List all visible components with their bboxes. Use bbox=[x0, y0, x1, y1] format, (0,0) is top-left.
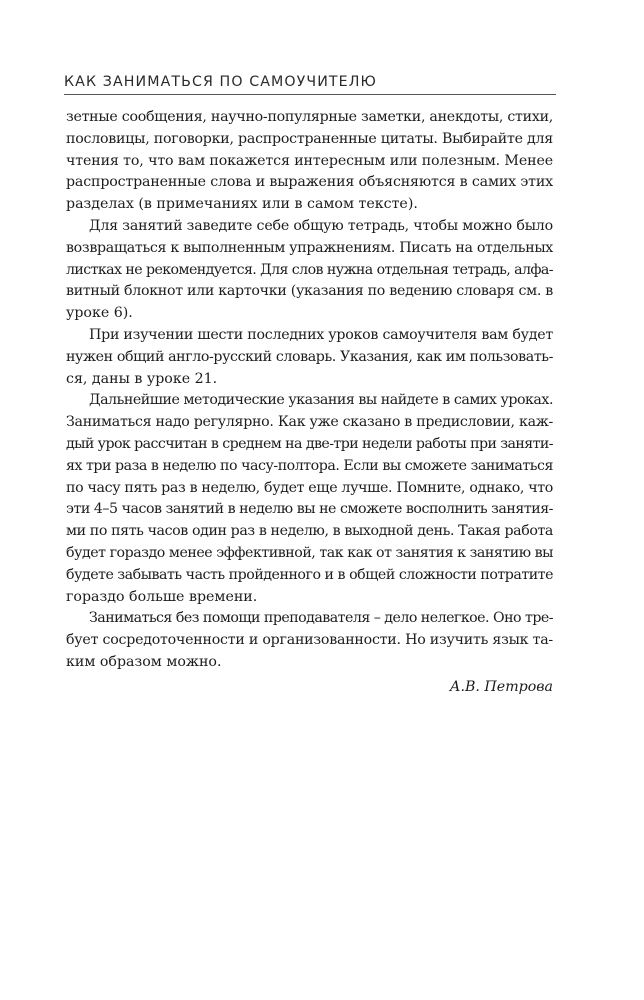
text-line: бует сосредоточенности и организованности. Но изучить язык та- bbox=[66, 632, 553, 649]
text-line: ким образом можно. bbox=[66, 653, 222, 670]
text-line: нужен общий англо-русский словарь. Указания, как им пользовать- bbox=[66, 348, 553, 365]
text-line: ся, даны в уроке 21. bbox=[66, 370, 218, 387]
running-head-title: КАК ЗАНИМАТЬСЯ ПО САМОУЧИТЕЛЮ bbox=[64, 74, 377, 90]
paragraph-1 bbox=[66, 107, 553, 216]
text-line: возвращаться к выполненным упражнениям. Писать на отдельных bbox=[66, 239, 553, 256]
header-rule bbox=[64, 94, 556, 95]
paragraph-2 bbox=[66, 216, 553, 325]
text-line: уроке 6). bbox=[66, 305, 133, 322]
text-line: При изучении шести последних уроков самоучителя вам будет bbox=[89, 326, 553, 343]
text-line: Дальнейшие методические указания вы найдете в самих уроках. bbox=[89, 392, 553, 409]
paragraph-4 bbox=[66, 390, 553, 608]
paragraph-5 bbox=[66, 608, 553, 673]
text-line: гораздо больше времени. bbox=[66, 588, 258, 605]
text-line: эти 4–5 часов занятий в неделю вы не сможете восполнить занятия- bbox=[66, 501, 553, 518]
author-signature: А.В. Петрова bbox=[449, 678, 553, 695]
text-line: ях три раза в неделю по часу-полтора. Если вы сможете заниматься bbox=[66, 457, 553, 474]
text-line: будет гораздо менее эффективной, так как от занятия к занятию вы bbox=[66, 544, 553, 561]
page-text bbox=[66, 107, 553, 699]
text-line: чтения то, что вам покажется интересным или полезным. Менее bbox=[66, 152, 553, 169]
text-line: Для занятий заведите себе общую тетрадь, чтобы можно было bbox=[89, 217, 553, 234]
text-line: распространенные слова и выражения объясняются в самих этих bbox=[66, 174, 553, 191]
text-line: разделах (в примечаниях или в самом тексте). bbox=[66, 196, 418, 213]
text-line: витный блокнот или карточки (указания по ведению словаря см. в bbox=[66, 283, 553, 300]
text-line: по часу пять раз в неделю, будет еще лучше. Помните, однако, что bbox=[66, 479, 553, 496]
text-line: зетные сообщения, научно-популярные заметки, анекдоты, стихи, bbox=[66, 109, 553, 125]
text-line: Заниматься без помощи преподавателя – дело нелегкое. Оно тре- bbox=[89, 610, 553, 627]
text-line: пословицы, поговорки, распространенные цитаты. Выбирайте для bbox=[66, 130, 553, 147]
text-line: Заниматься надо регулярно. Как уже сказано в предисловии, каж- bbox=[66, 414, 553, 431]
text-line: ми по пять часов один раз в неделю, в выходной день. Такая работа bbox=[66, 523, 553, 540]
paragraph-3 bbox=[66, 325, 553, 390]
text-line: дый урок рассчитан в среднем на две-три недели работы при заняти- bbox=[66, 435, 553, 452]
text-line: листках не рекомендуется. Для слов нужна отдельная тетрадь, алфа- bbox=[66, 261, 553, 278]
text-line: будете забывать часть пройденного и в общей сложности потратите bbox=[66, 566, 553, 583]
